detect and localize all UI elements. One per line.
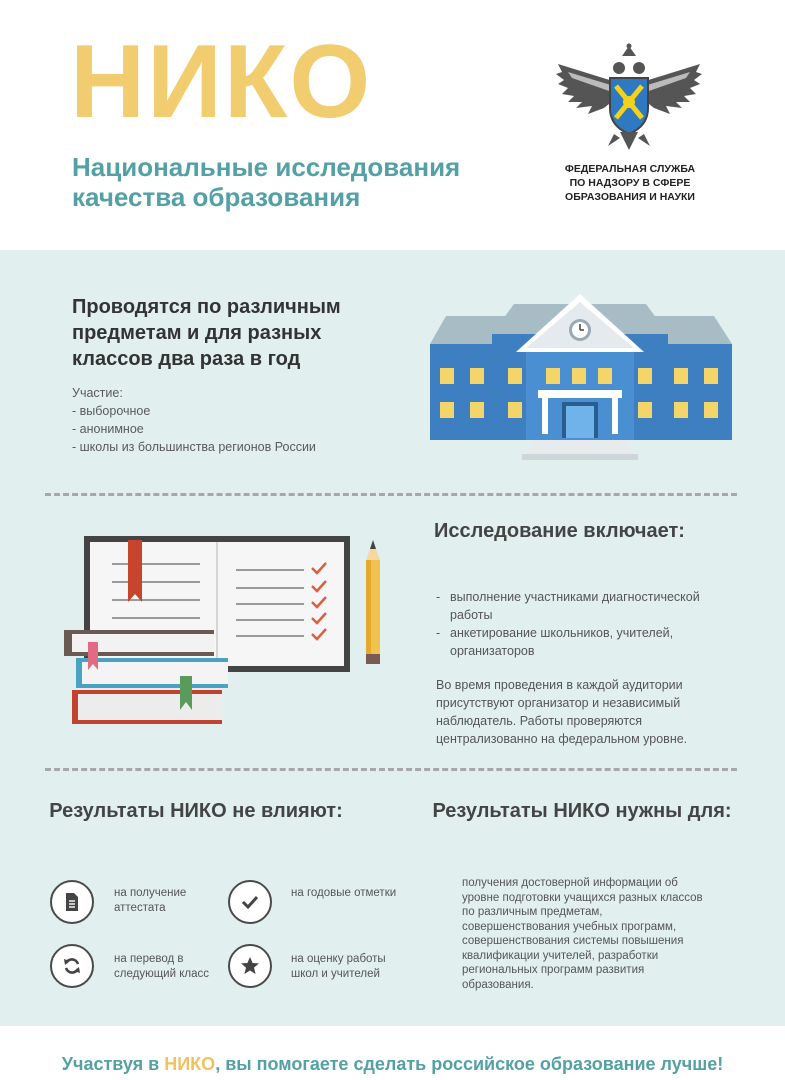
school-building-illustration (420, 292, 740, 464)
refresh-icon (62, 956, 82, 976)
star-icon-circle (228, 944, 272, 988)
results-needed-for-title: Результаты НИКО нужны для: (432, 800, 732, 822)
document-icon-circle (50, 880, 94, 924)
list-item: - выборочное (72, 404, 151, 418)
agency-line-1: ФЕДЕРАЛЬНАЯ СЛУЖБА (564, 163, 696, 175)
agency-line-3: ОБРАЗОВАНИЯ И НАУКИ (565, 191, 695, 203)
section2-title: Исследование включает: (434, 520, 685, 542)
section1-title: Проводятся по различным предметам и для разных классов два раза в год (72, 296, 341, 370)
checkmark-icon-circle (228, 880, 272, 924)
list-item: Участие: (72, 386, 123, 400)
agency-line-2: ПО НАДЗОРУ В СФЕРЕ (569, 177, 691, 189)
list-item: - выполнение участниками диагностической работы (436, 588, 736, 624)
page-subtitle: Национальные исследования качества образования (72, 152, 461, 212)
divider (45, 493, 737, 496)
refresh-icon-circle (50, 944, 94, 988)
footer-suffix: , вы помогаете сделать российское образование лучше! (215, 1054, 724, 1074)
research-includes-list (436, 588, 736, 660)
list-item: - школы из большинства регионов России (72, 440, 316, 454)
list-item: - анонимное (72, 422, 144, 436)
section2-paragraph: Во время проведения в каждой аудитории присутствуют организатор и независимый наблюдатель. Работы проверяются централизованно на федеральном уровне. (436, 678, 688, 746)
icon-label: на перевод в следующий класс (114, 953, 209, 980)
list-item: - анкетирование школьников, учителей, организаторов (436, 624, 736, 660)
icon-label: на получение аттестата (114, 887, 187, 914)
agency-name (560, 162, 700, 204)
double-headed-eagle-emblem-icon (554, 42, 704, 154)
icon-label: на годовые отметки (291, 887, 397, 899)
participation-list (72, 384, 316, 456)
books-illustration (60, 530, 395, 735)
results-not-affect-title: Результаты НИКО не влияют: (49, 800, 343, 822)
footer-highlight: НИКО (164, 1054, 216, 1074)
icon-label: на оценку работы школ и учителей (291, 953, 386, 980)
footer-slogan (0, 1052, 785, 1076)
document-icon (62, 892, 82, 912)
footer-prefix: Участвуя в (61, 1054, 165, 1074)
checkmark-icon (240, 892, 260, 912)
divider (45, 768, 737, 771)
page-title: НИКО (70, 24, 373, 140)
results-needed-paragraph: получения достоверной информации об уровне подготовки учащихся разных классов по различным предметам, совершенствования учебных программ, совершенствования системы повышения квалификации учителей, разработки региональных программ развития образования. (462, 877, 703, 991)
star-icon (240, 956, 260, 976)
